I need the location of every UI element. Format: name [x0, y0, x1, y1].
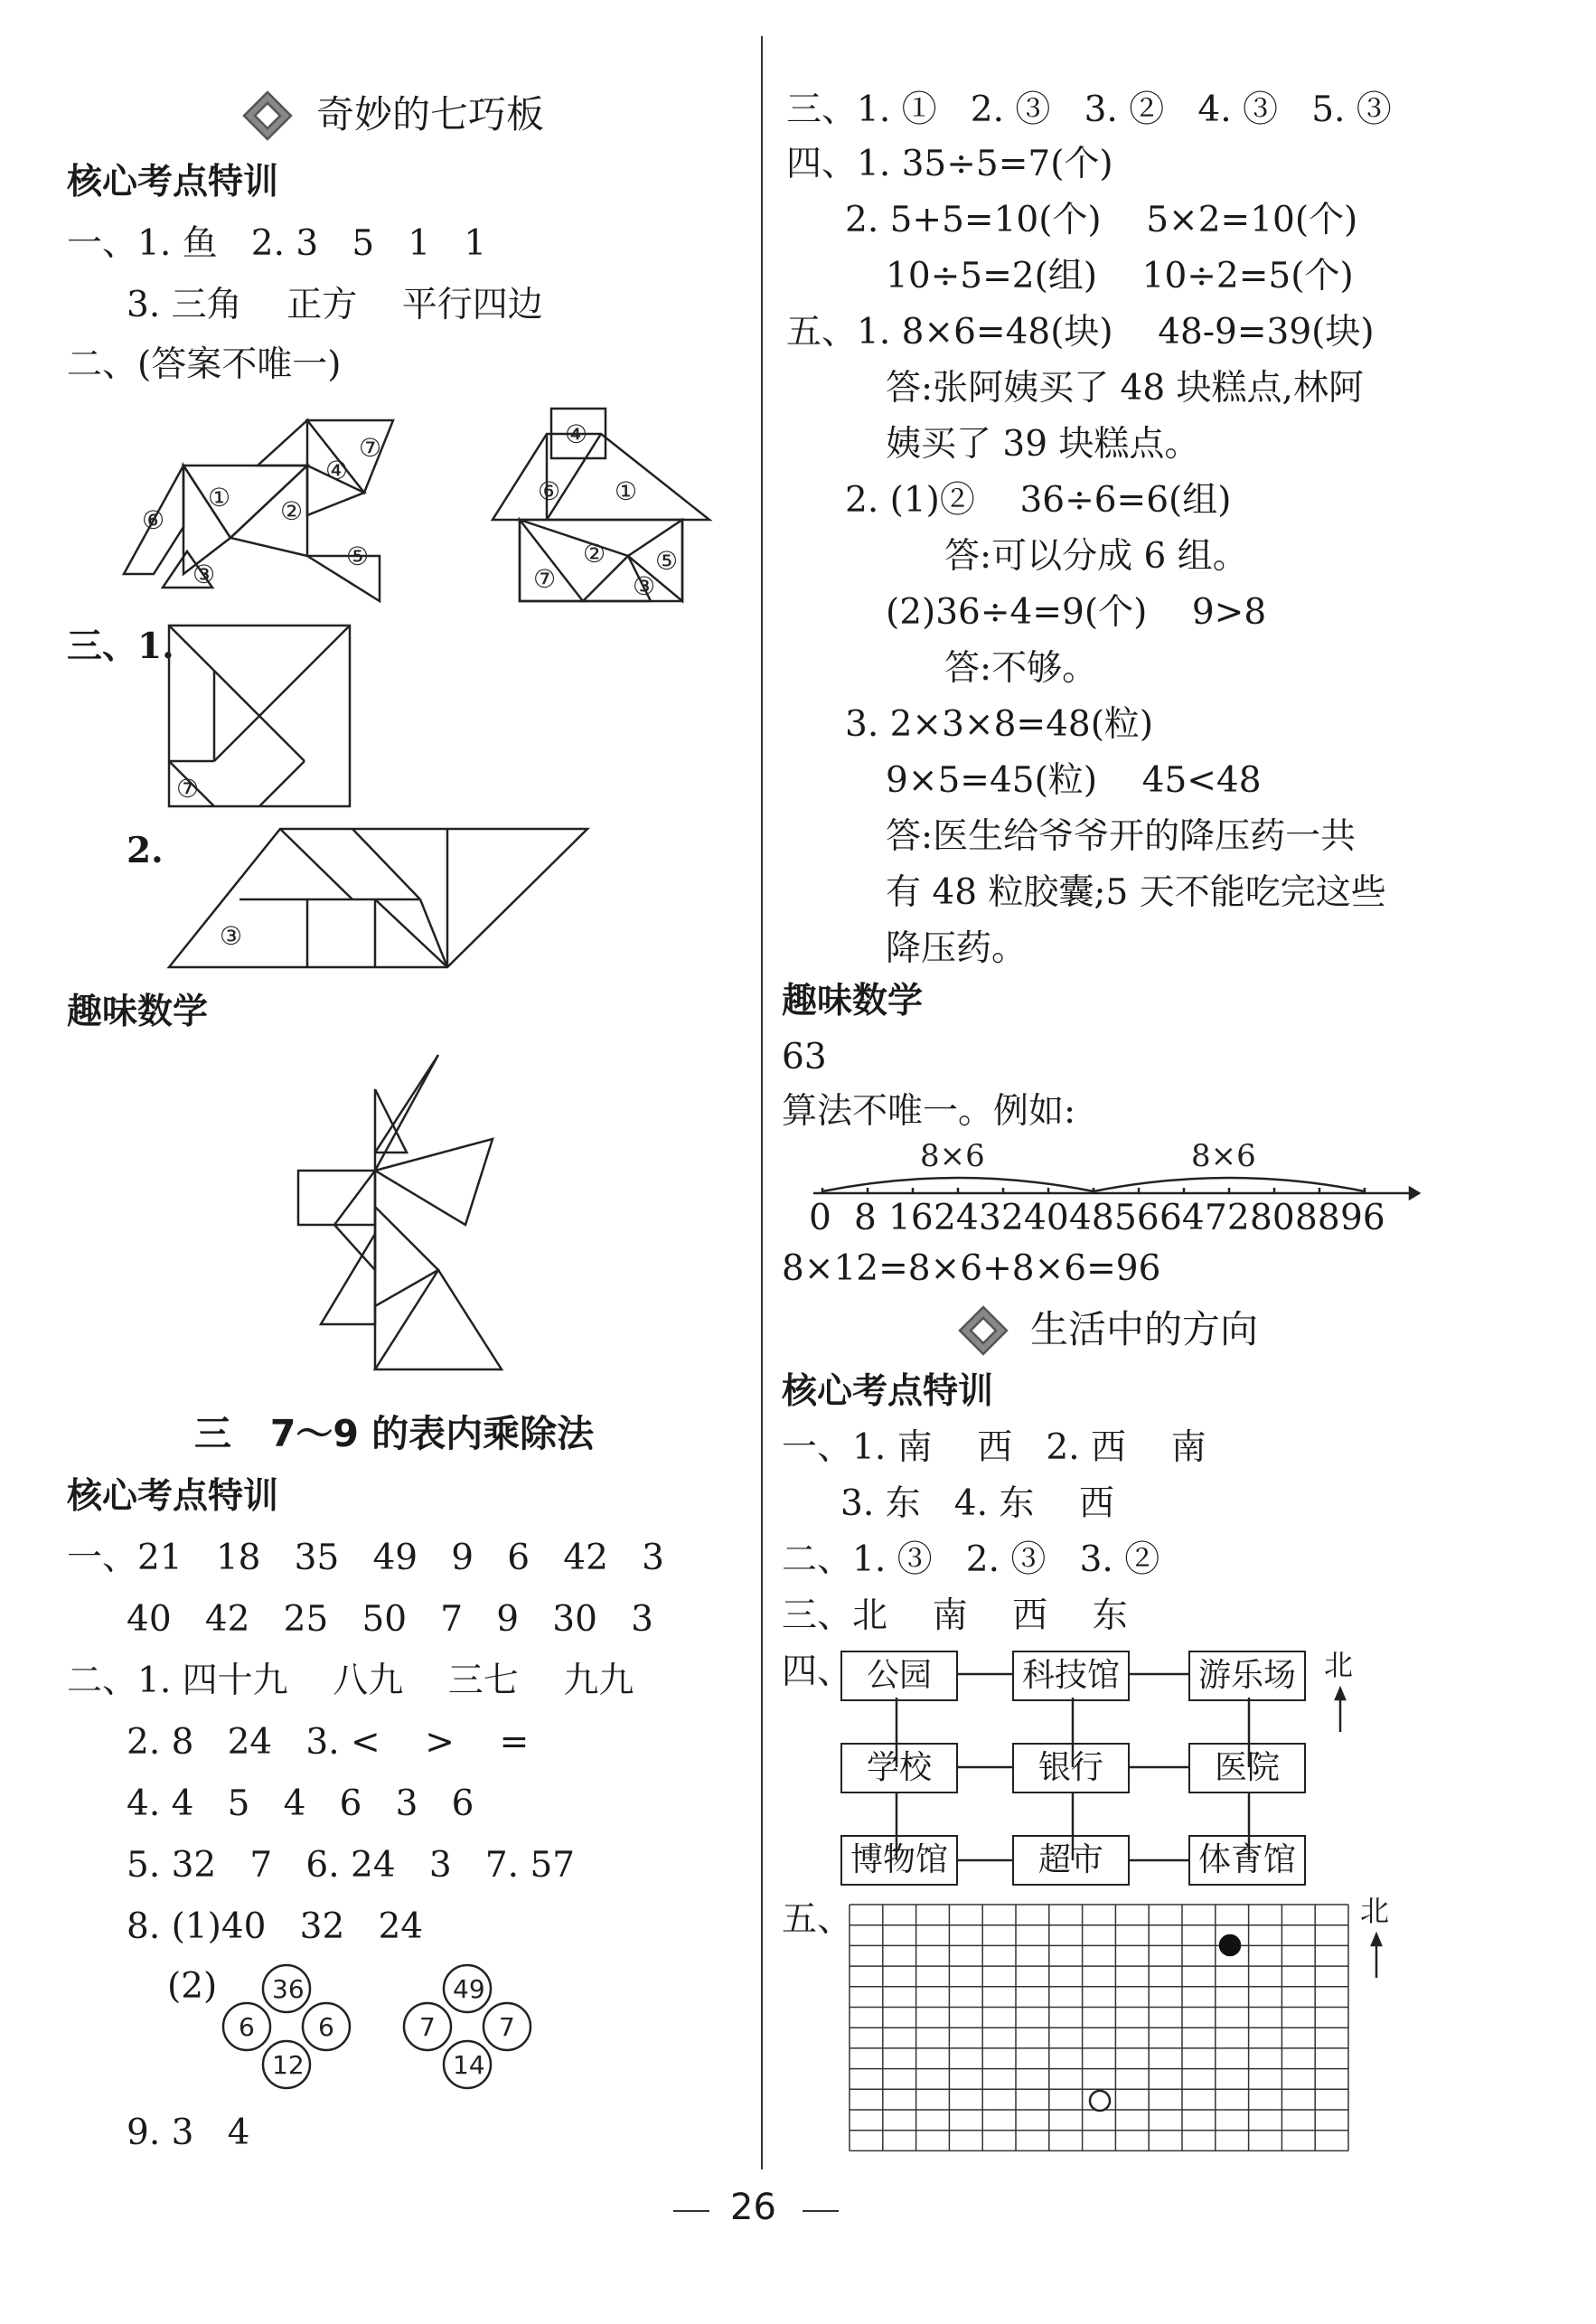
square-label-7: ⑦: [176, 774, 200, 804]
fun-equation: 8×12=8×6+8×6=96: [782, 1248, 1161, 1289]
tangram-square-figure: [167, 624, 352, 809]
map-park: 公园: [840, 1651, 958, 1701]
house-label-4: ④: [565, 419, 588, 449]
house-label-5: ⑤: [655, 546, 679, 576]
tick-label: 8: [854, 1198, 877, 1238]
r-q5-3: 姨买了 39 块糕点。: [886, 424, 1200, 465]
s2-q2-line5: 8. (1)40 32 24: [127, 1906, 424, 1947]
s2-q2-line2: 2. 8 24 3. < > =: [127, 1722, 530, 1763]
number-line-labels: [800, 1200, 1396, 1238]
r-q4-2: 2. 5+5=10(个) 5×2=10(个): [845, 200, 1358, 240]
s2-q2-line1: 二、1. 四十九 八九 三七 九九: [67, 1661, 634, 1701]
r-q5-12: 降压药。: [886, 928, 1028, 969]
tick-label: 16: [888, 1198, 934, 1238]
q3-2-label: 2.: [127, 830, 164, 871]
map-amusement-park: 游乐场: [1188, 1651, 1306, 1701]
fun-answer: 63: [782, 1037, 827, 1077]
bird-label-7: ⑦: [359, 433, 382, 463]
tick-label: 40: [1024, 1198, 1069, 1238]
map-school: 学校: [840, 1743, 958, 1793]
tick-label: 64: [1159, 1198, 1205, 1238]
parallelogram-label-3: ③: [220, 921, 243, 951]
r-q5-5: 答:可以分成 6 组。: [944, 536, 1248, 577]
bird-label-2: ②: [280, 496, 304, 526]
house-label-6: ⑥: [538, 476, 561, 506]
tick-label: 32: [979, 1198, 1024, 1238]
bird-label-4: ④: [325, 456, 349, 485]
tick-label: 24: [934, 1198, 979, 1238]
flower1-top: 36: [272, 1974, 305, 2004]
d-q1-1: 一、1. 南 西 2. 西 南: [782, 1427, 1206, 1468]
s2-q1-line1: 一、21 18 35 49 9 6 42 3: [67, 1538, 664, 1578]
direction-grid: [836, 1900, 1342, 2153]
tick-label: 72: [1205, 1198, 1250, 1238]
r-q5-4: 2. (1)② 36÷6=6(组): [845, 480, 1232, 521]
r-q3: 三、1. ① 2. ③ 3. ② 4. ③ 5. ③: [786, 89, 1392, 130]
section3-title: 生活中的方向: [1030, 1307, 1259, 1351]
fun-heading-left: 趣味数学: [67, 992, 209, 1032]
page-number: 26: [730, 2187, 776, 2228]
tick-label: 48: [1069, 1198, 1114, 1238]
bird-label-6: ⑥: [142, 505, 165, 535]
map-museum: 博物馆: [840, 1835, 958, 1886]
flower2-bottom: 14: [453, 2050, 485, 2080]
d-q4-label: 四、: [782, 1651, 853, 1692]
section1-title: 奇妙的七巧板: [316, 92, 545, 136]
tick-label: 56: [1114, 1198, 1159, 1238]
section-diamond-icon-2: [958, 1305, 1009, 1356]
section-diamond-icon: [242, 90, 293, 141]
s2-q1-line2: 40 42 25 50 7 9 30 3: [127, 1599, 653, 1640]
s2-q2-line3: 4. 4 5 4 6 3 6: [127, 1783, 474, 1824]
r-q5-11: 有 48 粒胶囊;5 天不能吃完这些: [886, 872, 1386, 913]
r-q5-8: 3. 2×3×8=48(粒): [845, 704, 1154, 745]
d-q3: 三、北 南 西 东: [782, 1595, 1128, 1636]
tick-label: 88: [1295, 1198, 1340, 1238]
flower-diagram-1: [221, 1962, 352, 2093]
arc-label-1: 8×6: [920, 1138, 985, 1174]
flower2-left: 7: [419, 2012, 436, 2042]
r-q4-1: 四、1. 35÷5=7(个): [786, 144, 1113, 184]
tangram-house-figure: [493, 407, 714, 604]
house-label-7: ⑦: [533, 564, 557, 594]
q2-label: 二、(答案不唯一): [67, 344, 342, 385]
s2-q2-line6: (2): [167, 1966, 218, 2007]
tangram-bird-figure: [122, 420, 429, 606]
fun-note: 算法不唯一。例如:: [782, 1091, 1076, 1132]
q3-label: 三、1.: [67, 626, 174, 667]
map-north-arrow-icon: [1334, 1689, 1347, 1734]
map-science-museum: 科技馆: [1012, 1651, 1130, 1701]
flower2-right: 7: [499, 2012, 515, 2042]
flower1-bottom: 12: [272, 2050, 305, 2080]
arc-label-2: 8×6: [1191, 1138, 1256, 1174]
bird-label-1: ①: [208, 483, 231, 513]
r-q5-7: 答:不够。: [944, 648, 1098, 689]
grid-north-arrow-icon: [1370, 1934, 1383, 1980]
q1-line1: 一、1. 鱼 2. 3 5 1 1: [67, 223, 487, 264]
core-heading-2: 核心考点特训: [67, 1476, 279, 1517]
r-q5-6: (2)36÷4=9(个) 9>8: [886, 592, 1267, 633]
tangram-parallelogram-figure: [167, 827, 592, 972]
core-heading-3: 核心考点特训: [782, 1371, 994, 1412]
s2-q2-line4: 5. 32 7 6. 24 3 7. 57: [127, 1845, 576, 1886]
map-hospital: 医院: [1188, 1743, 1306, 1793]
d-q2: 二、1. ③ 2. ③ 3. ②: [782, 1539, 1160, 1580]
q1-line2: 3. 三角 正方 平行四边: [127, 285, 543, 325]
tick-label: 80: [1250, 1198, 1295, 1238]
map-stadium: 体育馆: [1188, 1835, 1306, 1886]
map-north-label: 北: [1324, 1648, 1354, 1682]
bird-label-5: ⑤: [346, 541, 370, 571]
tangram-rabbit-figure: [294, 1053, 502, 1378]
map-supermarket: 超市: [1012, 1835, 1130, 1886]
r-q4-3: 10÷5=2(组) 10÷2=5(个): [886, 256, 1354, 296]
flower-diagram-2: [402, 1962, 533, 2093]
r-q5-9: 9×5=45(粒) 45<48: [886, 760, 1262, 801]
tick-label: 0: [809, 1198, 831, 1238]
core-heading: 核心考点特训: [67, 162, 279, 202]
fun-heading-right: 趣味数学: [782, 981, 924, 1021]
section2-title: 三 7～9 的表内乘除法: [194, 1412, 595, 1455]
column-divider: [761, 36, 763, 2169]
tick-label: 96: [1340, 1198, 1385, 1238]
flower1-right: 6: [318, 2012, 334, 2042]
d-q5-label: 五、: [782, 1899, 853, 1940]
map-bank: 银行: [1012, 1743, 1130, 1793]
r-q5-1: 五、1. 8×6=48(块) 48-9=39(块): [786, 312, 1375, 353]
bird-label-3: ③: [192, 560, 216, 589]
flower1-left: 6: [239, 2012, 255, 2042]
flower2-top: 49: [453, 1974, 485, 2004]
house-label-1: ①: [615, 476, 638, 506]
d-q1-2: 3. 东 4. 东 西: [840, 1483, 1114, 1524]
footer-dash-left: [673, 2210, 709, 2212]
r-q5-2: 答:张阿姨买了 48 块糕点,林阿: [886, 368, 1364, 409]
grid-north-label: 北: [1360, 1894, 1390, 1928]
s2-q2-line7: 9. 3 4: [127, 2112, 250, 2153]
house-label-2: ②: [583, 539, 606, 569]
r-q5-10: 答:医生给爷爷开的降压药一共: [886, 816, 1357, 857]
footer-dash-right: [803, 2210, 839, 2212]
house-label-3: ③: [633, 571, 656, 601]
